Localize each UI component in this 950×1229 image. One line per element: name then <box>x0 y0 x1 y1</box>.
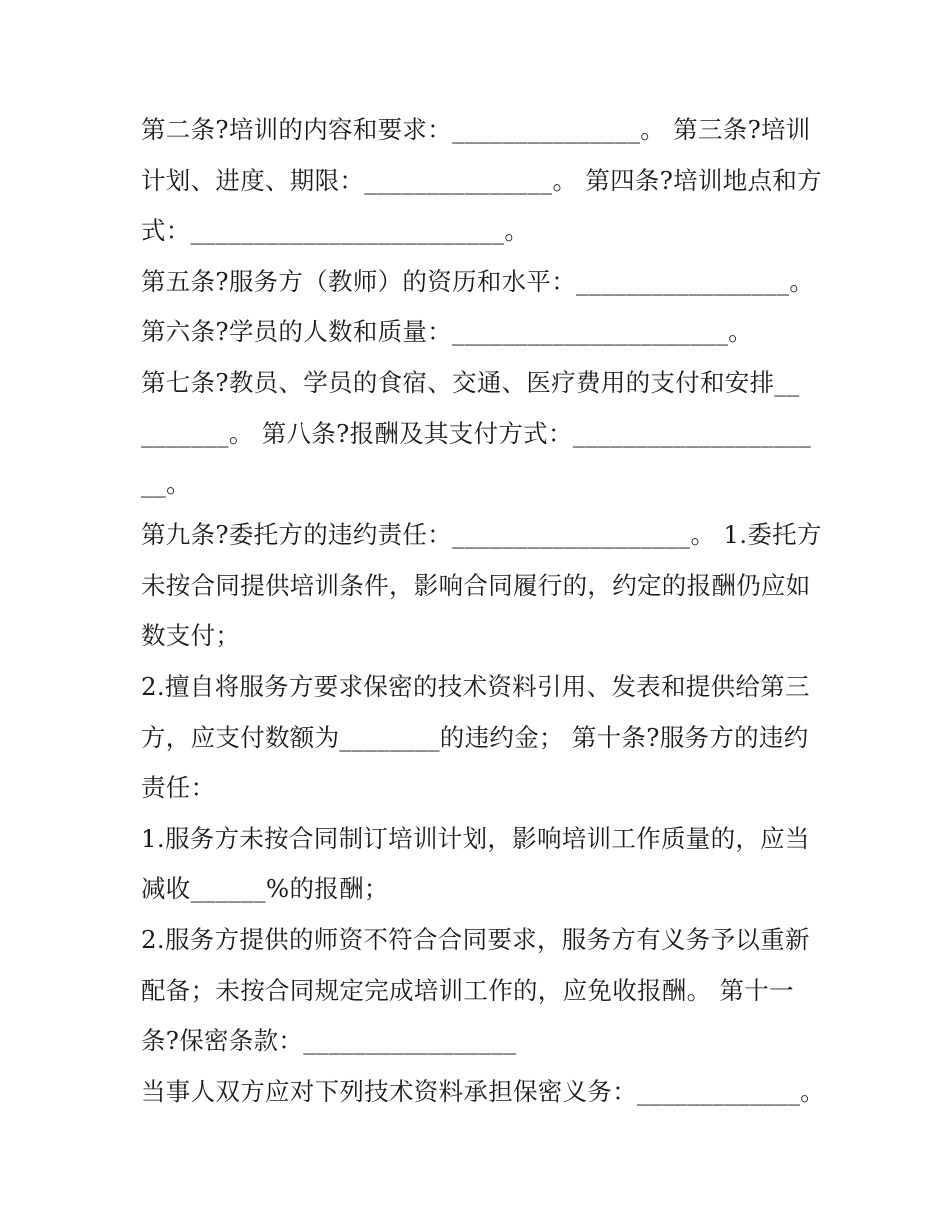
text-line: 1.服务方未按合同制订培训计划，影响培训工作质量的，应当 <box>141 824 810 853</box>
text-line: 第六条?学员的人数和质量：______________________。 <box>141 317 753 346</box>
text-line: 第七条?教员、学员的食宿、交通、医疗费用的支付和安排__ <box>141 368 800 397</box>
text-line: 条?保密条款：_________________ <box>141 1026 517 1055</box>
text-line: 第二条?培训的内容和要求：_______________。 第三条?培训 <box>141 115 811 144</box>
text-line: 方，应支付数额为________的违约金； 第十条?服务方的违约 <box>141 723 809 752</box>
text-line: 2.服务方提供的师资不符合合同要求，服务方有义务予以重新 <box>141 925 810 954</box>
text-line: 配备；未按合同规定完成培训工作的，应免收报酬。 第十一 <box>141 976 794 1005</box>
text-line: 2.擅自将服务方要求保密的技术资料引用、发表和提供给第三 <box>141 672 810 701</box>
text-line: 数支付； <box>141 621 241 650</box>
text-line: 未按合同提供培训条件，影响合同履行的，约定的报酬仍应如 <box>141 571 811 600</box>
text-line: 减收______%的报酬； <box>141 874 389 903</box>
text-line: 式：_________________________。 <box>141 216 530 245</box>
text-line: 第五条?服务方（教师）的资历和水平：_________________。 <box>141 267 815 296</box>
text-line: 当事人双方应对下列技术资料承担保密义务：_____________。 <box>141 1077 825 1106</box>
text-line: __。 <box>141 469 191 498</box>
text-line: 第九条?委托方的违约责任：___________________。 1.委托方 <box>141 520 822 549</box>
text-line: _______。 第八条?报酬及其支付方式：___________________ <box>141 419 812 448</box>
text-line: 计划、进度、期限：_______________。 第四条?培训地点和方 <box>141 166 822 195</box>
text-line: 责任： <box>141 773 216 802</box>
